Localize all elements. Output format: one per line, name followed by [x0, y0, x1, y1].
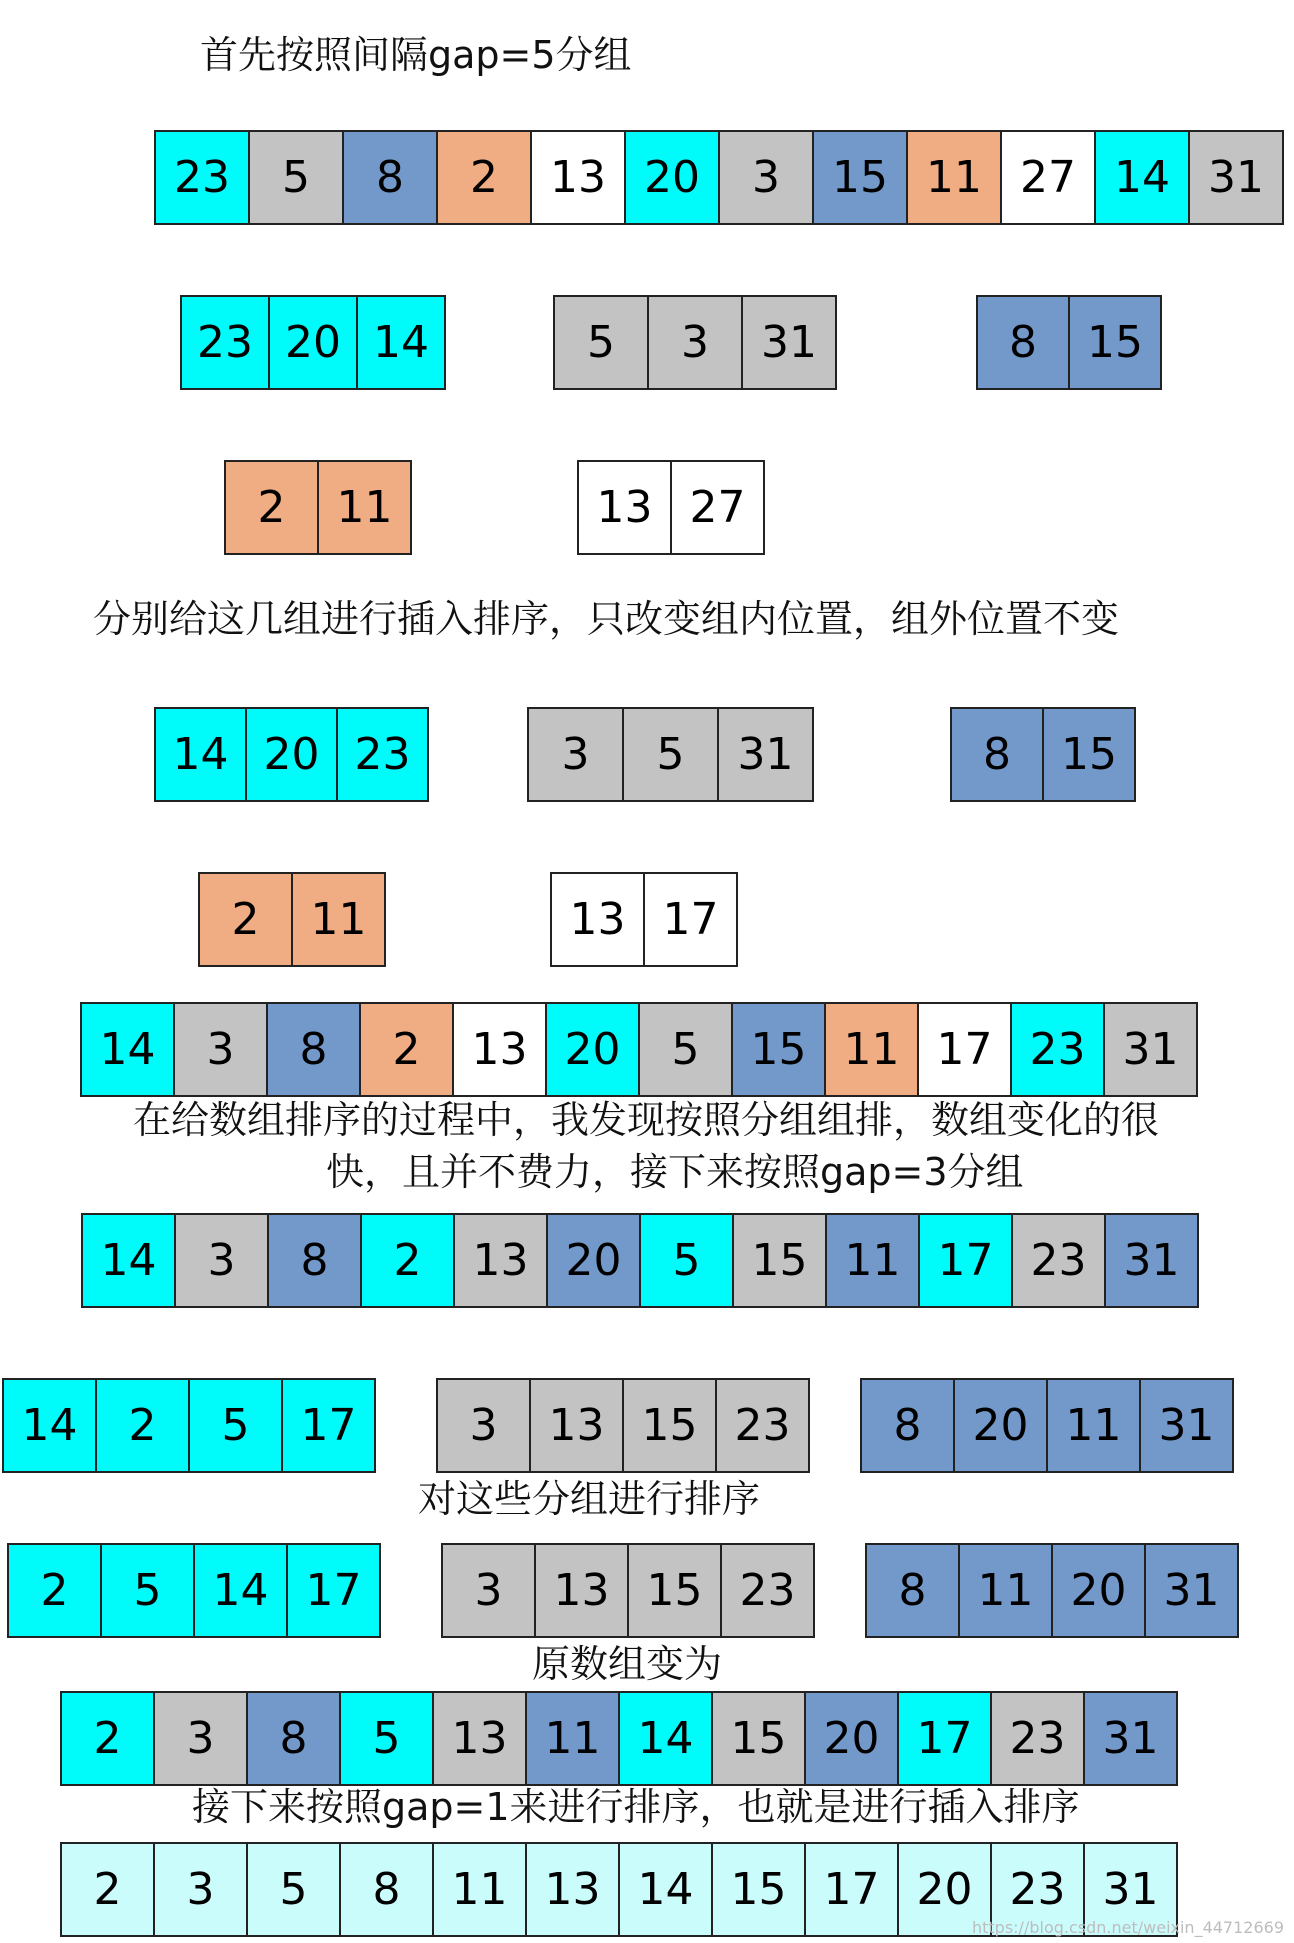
caption-sort-gap3: 对这些分组进行排序: [418, 1477, 761, 1521]
array-cell: 3: [436, 1378, 531, 1473]
array-cell: 8: [860, 1378, 955, 1473]
array-cell: 8: [339, 1842, 434, 1937]
array-cell: 11: [824, 1002, 919, 1097]
array-cell: 13: [550, 872, 645, 967]
array-cell: 15: [627, 1543, 722, 1638]
array-cell: 31: [1104, 1213, 1199, 1308]
array-cell: 23: [720, 1543, 815, 1638]
array-cell: 20: [545, 1002, 640, 1097]
array-cell: 23: [154, 130, 250, 225]
array-cell: 14: [1094, 130, 1190, 225]
group-gap5-1: [180, 295, 446, 390]
group-gap5-5: [577, 460, 765, 555]
array-cell: 14: [81, 1213, 176, 1308]
array-cell: 31: [1188, 130, 1284, 225]
array-cell: 14: [80, 1002, 175, 1097]
array-cell: 14: [618, 1842, 713, 1937]
array-cell: 11: [432, 1842, 527, 1937]
array-cell: 17: [804, 1842, 899, 1937]
array-cell: 11: [906, 130, 1002, 225]
array-cell: 31: [1083, 1842, 1178, 1937]
array-cell: 13: [453, 1213, 548, 1308]
array-cell: 11: [958, 1543, 1053, 1638]
array-cell: 31: [1083, 1691, 1178, 1786]
watermark: https://blog.csdn.net/weixin_44712669: [971, 1918, 1284, 1937]
array-cell: 2: [359, 1002, 454, 1097]
array-cell: 11: [825, 1213, 920, 1308]
sorted-gap5-2: [527, 707, 814, 802]
caption-gap1: 接下来按照gap=1来进行排序，也就是进行插入排序: [192, 1785, 1080, 1829]
array-cell: 31: [1144, 1543, 1239, 1638]
array-cell: 15: [731, 1002, 826, 1097]
array-cell: 5: [638, 1002, 733, 1097]
array-cell: 14: [2, 1378, 97, 1473]
array-cell: 13: [534, 1543, 629, 1638]
caption-observation-2: 快，且并不费力，接下来按照gap=3分组: [326, 1150, 1024, 1194]
array-cell: 3: [647, 295, 743, 390]
array-cell: 15: [622, 1378, 717, 1473]
array-cell: 2: [224, 460, 319, 555]
sorted-gap3-2: [441, 1543, 815, 1638]
sorted-gap5-1: [154, 707, 429, 802]
group-gap5-2: [553, 295, 837, 390]
array-cell: 20: [804, 1691, 899, 1786]
array-cell: 8: [246, 1691, 341, 1786]
array-cell: 2: [60, 1691, 155, 1786]
array-cell: 23: [336, 707, 429, 802]
array-cell: 5: [639, 1213, 734, 1308]
array-cell: 20: [546, 1213, 641, 1308]
array-cell: 13: [525, 1842, 620, 1937]
array-cell: 20: [624, 130, 720, 225]
array-cell: 5: [553, 295, 649, 390]
array-cell: 15: [1042, 707, 1136, 802]
array-cell: 2: [7, 1543, 102, 1638]
array-cell: 15: [1068, 295, 1162, 390]
array-cell: 20: [245, 707, 338, 802]
caption-gap5: 首先按照间隔gap=5分组: [200, 33, 632, 77]
array-cell: 13: [577, 460, 672, 555]
array-cell: 14: [154, 707, 247, 802]
array-cell: 15: [711, 1842, 806, 1937]
sorted-gap3-1: [7, 1543, 381, 1638]
array-after-gap3: [60, 1691, 1178, 1786]
array-cell: 27: [670, 460, 765, 555]
array-cell: 31: [741, 295, 837, 390]
array-cell: 20: [1051, 1543, 1146, 1638]
array-cell: 20: [268, 295, 358, 390]
group-gap3-1: [2, 1378, 376, 1473]
caption-sort-groups: 分别给这几组进行插入排序，只改变组内位置，组外位置不变: [93, 597, 1120, 641]
array-cell: 5: [339, 1691, 434, 1786]
sorted-gap5-5: [550, 872, 738, 967]
array-cell: 13: [452, 1002, 547, 1097]
array-cell: 23: [1011, 1213, 1106, 1308]
array-cell: 5: [100, 1543, 195, 1638]
array-cell: 5: [622, 707, 719, 802]
array-cell: 17: [643, 872, 738, 967]
array-cell: 3: [527, 707, 624, 802]
array-cell: 2: [436, 130, 532, 225]
group-gap3-3: [860, 1378, 1234, 1473]
array-cell: 8: [865, 1543, 960, 1638]
array-cell: 11: [291, 872, 386, 967]
array-cell: 31: [1139, 1378, 1234, 1473]
sorted-gap5-3: [950, 707, 1136, 802]
array-cell: 11: [1046, 1378, 1141, 1473]
array-cell: 13: [432, 1691, 527, 1786]
array-cell: 13: [529, 1378, 624, 1473]
group-gap5-3: [976, 295, 1162, 390]
array-cell: 23: [180, 295, 270, 390]
caption-array-becomes: 原数组变为: [532, 1642, 723, 1686]
array-gap3-colored: [81, 1213, 1199, 1308]
array-cell: 11: [525, 1691, 620, 1786]
array-cell: 17: [286, 1543, 381, 1638]
array-cell: 2: [95, 1378, 190, 1473]
array-cell: 15: [812, 130, 908, 225]
array-cell: 2: [198, 872, 293, 967]
array-cell: 20: [897, 1842, 992, 1937]
array-cell: 17: [281, 1378, 376, 1473]
sorted-gap3-3: [865, 1543, 1239, 1638]
array-cell: 3: [441, 1543, 536, 1638]
array-cell: 15: [732, 1213, 827, 1308]
array-cell: 8: [266, 1002, 361, 1097]
array-cell: 15: [711, 1691, 806, 1786]
array-cell: 20: [953, 1378, 1048, 1473]
array-cell: 17: [918, 1213, 1013, 1308]
array-cell: 23: [715, 1378, 810, 1473]
array-cell: 2: [60, 1842, 155, 1937]
caption-observation-1: 在给数组排序的过程中，我发现按照分组组排，数组变化的很: [133, 1098, 1160, 1142]
array-cell: 17: [897, 1691, 992, 1786]
array-cell: 8: [342, 130, 438, 225]
array-cell: 3: [718, 130, 814, 225]
array-cell: 5: [188, 1378, 283, 1473]
sorted-gap5-4: [198, 872, 386, 967]
array-cell: 31: [1103, 1002, 1198, 1097]
array-cell: 8: [267, 1213, 362, 1308]
array-cell: 11: [317, 460, 412, 555]
array-cell: 3: [173, 1002, 268, 1097]
array-cell: 3: [153, 1691, 248, 1786]
array-cell: 8: [950, 707, 1044, 802]
array-cell: 14: [193, 1543, 288, 1638]
array-cell: 5: [248, 130, 344, 225]
group-gap5-4: [224, 460, 412, 555]
array-cell: 23: [990, 1691, 1085, 1786]
array-cell: 17: [917, 1002, 1012, 1097]
array-cell: 13: [530, 130, 626, 225]
array-initial: [154, 130, 1284, 225]
array-cell: 8: [976, 295, 1070, 390]
array-cell: 23: [990, 1842, 1085, 1937]
array-cell: 14: [618, 1691, 713, 1786]
array-after-gap5: [80, 1002, 1198, 1097]
group-gap3-2: [436, 1378, 810, 1473]
array-cell: 31: [717, 707, 814, 802]
array-cell: 2: [360, 1213, 455, 1308]
array-cell: 3: [153, 1842, 248, 1937]
array-cell: 5: [246, 1842, 341, 1937]
array-cell: 14: [356, 295, 446, 390]
array-cell: 27: [1000, 130, 1096, 225]
array-cell: 3: [174, 1213, 269, 1308]
array-cell: 23: [1010, 1002, 1105, 1097]
